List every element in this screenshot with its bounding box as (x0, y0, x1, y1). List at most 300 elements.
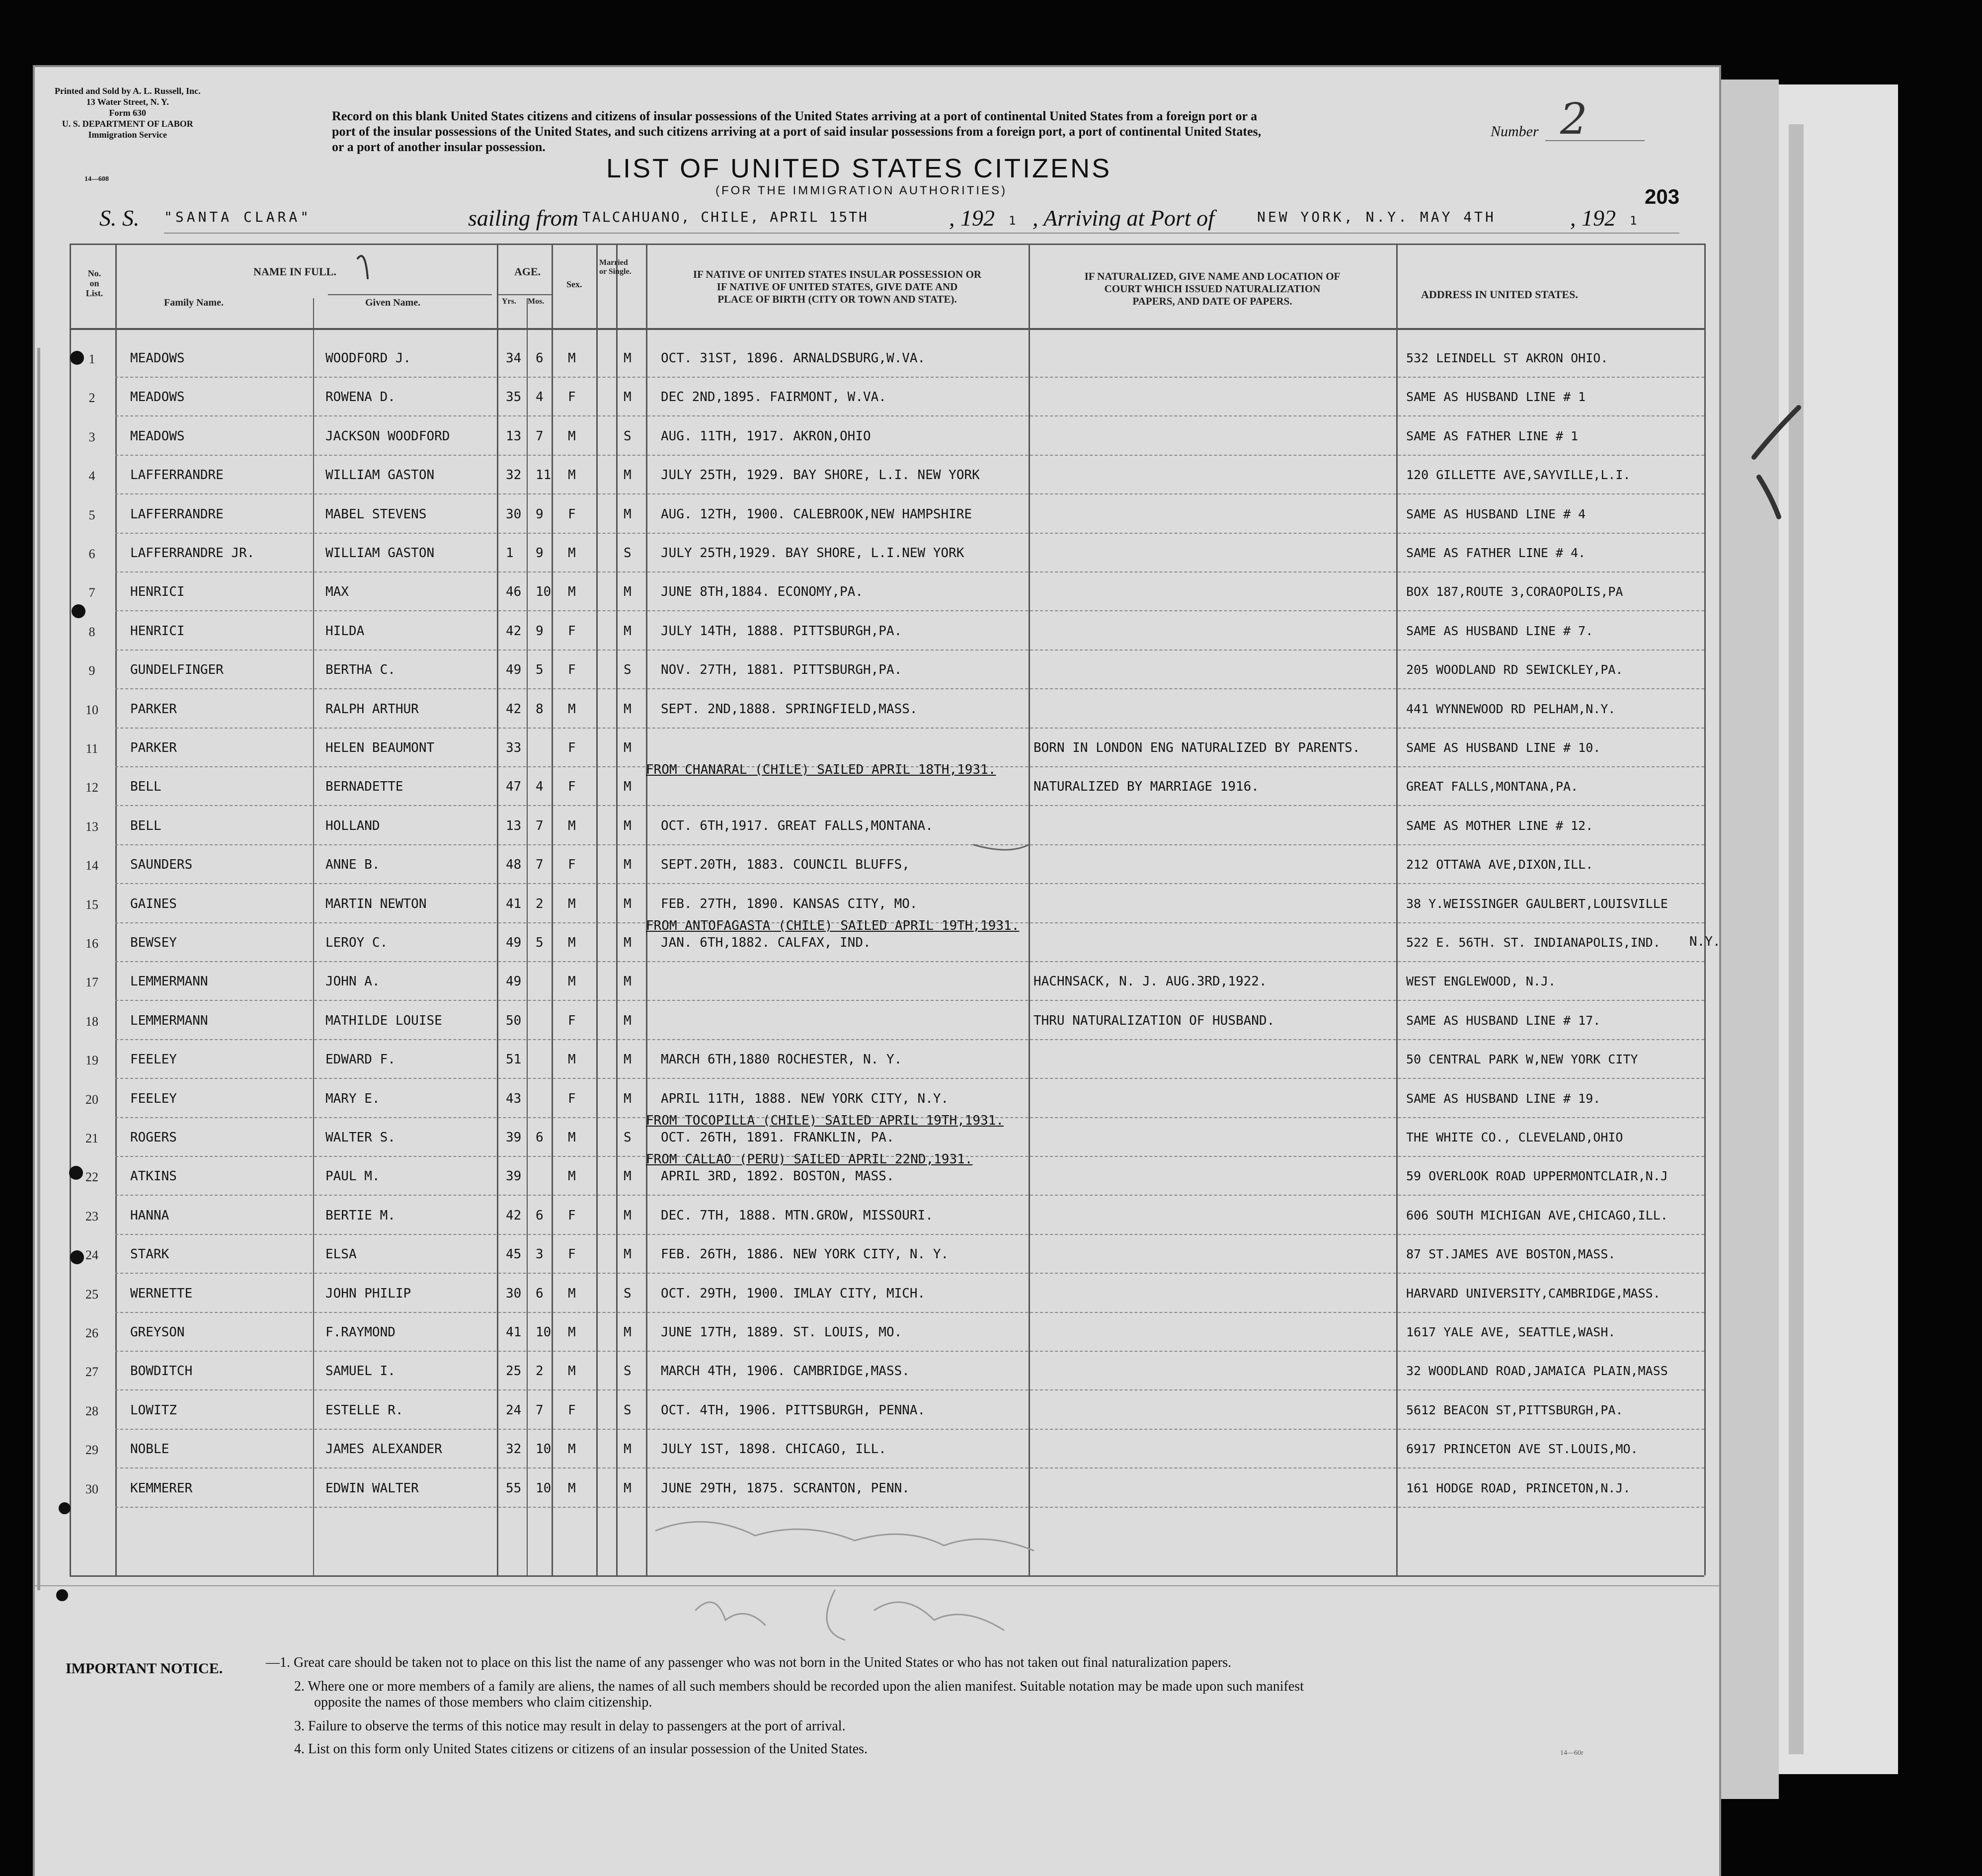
marital-status: S (624, 1364, 632, 1379)
age-months: 6 (536, 1208, 544, 1223)
age-years: 46 (506, 584, 522, 600)
given-name: MARTIN NEWTON (325, 896, 427, 911)
marital-status: M (624, 1247, 632, 1262)
birth-info: JAN. 6TH,1882. CALFAX, IND. (661, 935, 871, 950)
line-number: 9 (88, 663, 95, 678)
family-name: FEELEY (130, 1091, 177, 1106)
address: SAME AS HUSBAND LINE # 1 (1406, 390, 1586, 405)
marital-status: S (624, 662, 632, 678)
age-years: 30 (506, 506, 522, 522)
family-name: LEMMERMANN (130, 1013, 208, 1028)
line-number: 21 (85, 1131, 98, 1145)
family-name: ATKINS (130, 1169, 177, 1184)
marital-status: M (624, 740, 632, 755)
line-number: 10 (85, 702, 98, 717)
line-number: 14 (85, 858, 98, 873)
header-birth-line-3: PLACE OF BIRTH (CITY OR TOWN AND STATE). (717, 293, 957, 305)
age-years: 51 (506, 1052, 522, 1067)
header-no-line: No. (87, 268, 101, 278)
header-married-line: Married (599, 258, 628, 267)
line-number: 19 (85, 1053, 98, 1068)
birth-info: APRIL 3RD, 1892. BOSTON, MASS. (661, 1169, 894, 1184)
departure-port: TALCAHUANO, CHILE, APRIL 15TH (582, 209, 869, 225)
naturalization-info: NATURALIZED BY MARRIAGE 1916. (1033, 779, 1259, 795)
sex: M (568, 935, 576, 950)
instruction-line-3: or a port of another insular possession. (332, 140, 546, 154)
given-name: WILLIAM GASTON (325, 546, 435, 561)
family-name: HANNA (130, 1208, 169, 1223)
family-name: GREYSON (130, 1325, 185, 1340)
arrival-port: NEW YORK, N.Y. MAY 4TH (1257, 209, 1496, 225)
departure-interline: FROM TOCOPILLA (CHILE) SAILED APRIL 19TH,1931. (646, 1113, 1004, 1128)
initials-scribble (696, 1590, 1004, 1640)
sex: F (568, 662, 576, 678)
header-list-line: List. (85, 288, 103, 298)
family-name: MEADOWS (130, 428, 185, 444)
birth-info: JUNE 8TH,1884. ECONOMY,PA. (661, 584, 863, 600)
given-name: MATHILDE LOUISE (325, 1013, 442, 1028)
list-number: 2 (1560, 94, 1587, 144)
age-months: 6 (536, 351, 544, 366)
marital-status: M (624, 1208, 632, 1223)
header-on-line: on (89, 278, 99, 288)
line-number: 28 (85, 1403, 98, 1418)
line-number: 27 (85, 1365, 98, 1380)
family-name: STARK (130, 1247, 169, 1262)
line-number: 16 (85, 936, 98, 951)
address: 161 HODGE ROAD, PRINCETON,N.J. (1406, 1480, 1631, 1495)
header-checkmark (358, 256, 368, 278)
given-name: ELSA (325, 1247, 357, 1262)
line-number: 6 (88, 547, 95, 561)
instruction-line-2: port of the insular possessions of the United States, and such citizens arriving at a port of said insular possessions from a foreign port, a port of continental United States, (332, 124, 1262, 139)
age-months: 7 (536, 1402, 544, 1418)
birth-info: JULY 25TH, 1929. BAY SHORE, L.I. NEW YORK (661, 468, 980, 483)
marital-status: M (624, 506, 632, 522)
birth-info: SEPT.20TH, 1883. COUNCIL BLUFFS, (661, 857, 910, 873)
age-months: 4 (536, 390, 544, 405)
age-years: 32 (506, 1442, 522, 1457)
birth-info: OCT. 31ST, 1896. ARNALDSBURG,W.VA. (661, 351, 926, 366)
address: BOX 187,ROUTE 3,CORAOPOLIS,PA (1406, 584, 1623, 599)
sex: M (568, 546, 576, 561)
sex: M (568, 818, 576, 833)
age-years: 33 (506, 740, 522, 755)
header-nat-line-3: PAPERS, AND DATE OF PAPERS. (1132, 295, 1292, 307)
given-name: MAX (325, 584, 349, 600)
age-years: 49 (506, 974, 522, 989)
marital-status: S (624, 546, 632, 561)
line-number: 8 (88, 624, 95, 639)
age-years: 42 (506, 701, 522, 717)
age-months: 11 (536, 468, 552, 483)
age-months: 4 (536, 779, 544, 795)
address: SAME AS HUSBAND LINE # 10. (1406, 740, 1601, 755)
birth-info: AUG. 12TH, 1900. CALEBROOK,NEW HAMPSHIRE (661, 506, 972, 522)
line-number: 20 (85, 1092, 98, 1107)
line-number: 11 (85, 741, 98, 756)
family-name: GUNDELFINGER (130, 662, 224, 678)
age-years: 24 (506, 1402, 522, 1418)
given-name: JOHN PHILIP (325, 1286, 411, 1301)
header-given-name: Given Name. (365, 297, 421, 308)
line-number: 18 (85, 1014, 98, 1029)
hole-punch-1 (70, 351, 84, 365)
address: 38 Y.WEISSINGER GAULBERT,LOUISVILLE (1406, 896, 1668, 911)
age-months: 5 (536, 662, 544, 678)
notice-divider (35, 1585, 1719, 1586)
year-label-2: , 192 (1570, 205, 1616, 231)
age-months: 9 (536, 546, 544, 561)
family-name: NOBLE (130, 1442, 169, 1457)
naturalization-info: BORN IN LONDON ENG NATURALIZED BY PARENTS. (1033, 740, 1360, 755)
given-name: HILDA (325, 623, 365, 639)
line-number: 26 (85, 1326, 98, 1340)
address: 5612 BEACON ST,PITTSBURGH,PA. (1406, 1402, 1623, 1417)
sex: F (568, 857, 576, 873)
line-number: 1 (88, 352, 95, 366)
given-name: JOHN A. (325, 974, 380, 989)
given-name: ROWENA D. (325, 390, 396, 405)
marital-status: S (624, 1286, 632, 1301)
birth-info: OCT. 4TH, 1906. PITTSBURGH, PENNA. (661, 1402, 926, 1418)
address: SAME AS FATHER LINE # 1 (1406, 428, 1579, 443)
sex: M (568, 351, 576, 366)
family-name: MEADOWS (130, 351, 185, 366)
line-number: 7 (88, 585, 95, 600)
service: Immigration Service (88, 130, 167, 140)
age-years: 43 (506, 1091, 522, 1106)
age-years: 50 (506, 1013, 522, 1028)
address: 522 E. 56TH. ST. INDIANAPOLIS,IND. (1406, 935, 1661, 950)
age-years: 32 (506, 468, 522, 483)
birth-info: OCT. 26TH, 1891. FRANKLIN, PA. (661, 1130, 894, 1145)
header-birth-line-1: IF NATIVE OF UNITED STATES INSULAR POSSESSION OR (693, 268, 982, 280)
address: SAME AS HUSBAND LINE # 4 (1406, 506, 1586, 521)
sex: M (568, 428, 576, 444)
line-number: 12 (85, 780, 98, 795)
age-months: 6 (536, 1130, 544, 1145)
birth-info: NOV. 27TH, 1881. PITTSBURGH,PA. (661, 662, 902, 678)
address: 50 CENTRAL PARK W,NEW YORK CITY (1406, 1052, 1638, 1067)
line-number: 13 (85, 819, 98, 834)
notice-form-code: 14—60r (1560, 1749, 1584, 1757)
sex: F (568, 1091, 576, 1106)
given-name: ANNE B. (325, 857, 380, 873)
hole-punch-6 (56, 1589, 68, 1601)
sex: M (568, 1286, 576, 1301)
notice-item-1: —1. Great care should be taken not to place on this list the name of any passenger who was not born in the United States or who has not taken out final naturalization papers. (266, 1655, 1232, 1670)
family-name: BOWDITCH (130, 1364, 193, 1379)
address: 441 WYNNEWOOD RD PELHAM,N.Y. (1406, 701, 1616, 716)
marital-status: M (624, 623, 632, 639)
marital-status: M (624, 935, 632, 950)
address: 1617 YALE AVE, SEATTLE,WASH. (1406, 1325, 1616, 1339)
address: GREAT FALLS,MONTANA,PA. (1406, 779, 1579, 794)
age-years: 49 (506, 662, 522, 678)
notice-item-2-cont: opposite the names of those members who claim citizenship. (314, 1695, 652, 1710)
given-name: ESTELLE R. (325, 1402, 403, 1418)
notice-item-2: 2. Where one or more members of a family are aliens, the names of all such members should be recorded upon the alien manifest. Suitable notation may be made upon such manifest (294, 1679, 1304, 1694)
marital-status: M (624, 1480, 632, 1496)
address: SAME AS FATHER LINE # 4. (1406, 546, 1586, 560)
address: WEST ENGLEWOOD, N.J. (1406, 974, 1556, 989)
sex: F (568, 1208, 576, 1223)
address: 212 OTTAWA AVE,DIXON,ILL. (1406, 857, 1593, 872)
family-name: LAFFERRANDRE (130, 468, 224, 483)
birth-info: MARCH 6TH,1880 ROCHESTER, N. Y. (661, 1052, 902, 1067)
age-years: 47 (506, 779, 522, 795)
naturalization-info: HACHNSACK, N. J. AUG.3RD,1922. (1033, 974, 1267, 989)
ship-name: "SANTA CLARA" (164, 209, 312, 225)
year-typed-2: 1 (1630, 214, 1637, 228)
marital-status: M (624, 390, 632, 405)
printer-line-2: 13 Water Street, N. Y. (86, 97, 169, 107)
marital-status: M (624, 468, 632, 483)
header-family-name: Family Name. (164, 297, 224, 308)
given-name: WILLIAM GASTON (325, 468, 435, 483)
given-name: PAUL M. (325, 1169, 380, 1184)
department: U. S. DEPARTMENT OF LABOR (62, 119, 193, 129)
sex: M (568, 1169, 576, 1184)
family-name: BELL (130, 779, 161, 795)
sex: F (568, 1013, 576, 1028)
departure-interline: FROM CALLAO (PERU) SAILED APRIL 22ND,1931. (646, 1152, 973, 1167)
given-name: BERTIE M. (325, 1208, 396, 1223)
marital-status: M (624, 1442, 632, 1457)
given-name: SAMUEL I. (325, 1364, 396, 1379)
sex: M (568, 1052, 576, 1067)
marital-status: S (624, 428, 632, 444)
form-number: Form 630 (109, 108, 147, 118)
marital-status: M (624, 779, 632, 795)
birth-info: FEB. 26TH, 1886. NEW YORK CITY, N. Y. (661, 1247, 949, 1262)
address: 87 ST.JAMES AVE BOSTON,MASS. (1406, 1247, 1616, 1262)
birth-info: APRIL 11TH, 1888. NEW YORK CITY, N.Y. (661, 1091, 949, 1106)
line-number: 2 (88, 391, 95, 406)
address: SAME AS MOTHER LINE # 12. (1406, 818, 1593, 833)
given-name: LEROY C. (325, 935, 388, 950)
family-name: HENRICI (130, 584, 185, 600)
age-years: 13 (506, 818, 522, 833)
line-number: 17 (85, 975, 98, 990)
age-months: 10 (536, 1325, 552, 1340)
sailing-label: sailing from (468, 205, 578, 231)
sex: M (568, 1480, 576, 1496)
header-sex: Sex. (566, 279, 582, 289)
hole-punch-3 (69, 1166, 83, 1180)
hole-punch-2 (72, 604, 85, 618)
number-label: Number (1491, 123, 1539, 140)
age-years: 30 (506, 1286, 522, 1301)
marital-status: M (624, 1013, 632, 1028)
birth-info: DEC. 7TH, 1888. MTN.GROW, MISSOURI. (661, 1208, 933, 1223)
header-mos: Mos. (528, 297, 545, 306)
year-typed-1: 1 (1009, 214, 1016, 228)
line-number: 30 (85, 1481, 98, 1496)
given-name: F.RAYMOND (325, 1325, 396, 1340)
marital-status: M (624, 896, 632, 911)
marital-status: M (624, 701, 632, 717)
arriving-label: , Arriving at Port of (1032, 205, 1214, 231)
sex: M (568, 1325, 576, 1340)
marital-status: M (624, 1052, 632, 1067)
age-years: 39 (506, 1169, 522, 1184)
line-number: 3 (88, 429, 95, 444)
marital-status: M (624, 351, 632, 366)
marital-status: M (624, 818, 632, 833)
family-name: LAFFERRANDRE (130, 506, 224, 522)
birth-info: DEC 2ND,1895. FAIRMONT, W.VA. (661, 390, 886, 405)
sex: M (568, 584, 576, 600)
birth-info: FEB. 27TH, 1890. KANSAS CITY, MO. (661, 896, 918, 911)
birth-info: OCT. 29TH, 1900. IMLAY CITY, MICH. (661, 1286, 926, 1301)
given-name: MARY E. (325, 1091, 380, 1106)
family-name: ROGERS (130, 1130, 177, 1145)
family-name: WERNETTE (130, 1286, 193, 1301)
given-name: JACKSON WOODFORD (325, 428, 450, 444)
birth-info: JULY 14TH, 1888. PITTSBURGH,PA. (661, 623, 902, 639)
given-name: BERNADETTE (325, 779, 403, 795)
sex: F (568, 740, 576, 755)
annotation-mark (974, 845, 1029, 850)
sex: M (568, 701, 576, 717)
page-stamp: 203 (1645, 185, 1680, 208)
age-months: 9 (536, 623, 544, 639)
age-months: 7 (536, 857, 544, 873)
notice-item-3: 3. Failure to observe the terms of this notice may result in delay to passengers at the port of arrival. (294, 1718, 846, 1734)
marital-status: S (624, 1402, 632, 1418)
age-months: 7 (536, 818, 544, 833)
age-months: 2 (536, 1364, 544, 1379)
given-name: EDWIN WALTER (325, 1480, 419, 1496)
birth-info: MARCH 4TH, 1906. CAMBRIDGE,MASS. (661, 1364, 910, 1379)
age-years: 55 (506, 1480, 522, 1496)
family-name: MEADOWS (130, 390, 185, 405)
age-months: 8 (536, 701, 544, 717)
address: 32 WOODLAND ROAD,JAMAICA PLAIN,MASS (1406, 1364, 1668, 1379)
printer-line-1: Printed and Sold by A. L. Russell, Inc. (55, 86, 201, 96)
header-yrs: Yrs. (502, 297, 516, 306)
family-name: LAFFERRANDRE JR. (130, 546, 255, 561)
header-nat-line-1: IF NATURALIZED, GIVE NAME AND LOCATION OF (1084, 270, 1341, 282)
marital-status: M (624, 1169, 632, 1184)
given-name: WALTER S. (325, 1130, 396, 1145)
family-name: FEELEY (130, 1052, 177, 1067)
marital-status: M (624, 857, 632, 873)
naturalization-info: THRU NATURALIZATION OF HUSBAND. (1033, 1013, 1275, 1028)
line-number: 25 (85, 1287, 98, 1302)
age-months: 10 (536, 1480, 552, 1496)
departure-interline: FROM CHANARAL (CHILE) SAILED APRIL 18TH,1931. (646, 762, 996, 777)
age-months: 2 (536, 896, 544, 911)
family-name: BEWSEY (130, 935, 177, 950)
age-years: 1 (506, 546, 514, 561)
family-name: GAINES (130, 896, 177, 911)
margin-mark (1754, 408, 1799, 517)
given-name: JAMES ALEXANDER (325, 1442, 442, 1457)
given-name: MABEL STEVENS (325, 506, 427, 522)
age-months: 10 (536, 1442, 552, 1457)
header-single-line: or Single. (599, 267, 632, 276)
line-number: 4 (88, 469, 95, 484)
given-name: HELEN BEAUMONT (325, 740, 435, 755)
sex: M (568, 896, 576, 911)
given-name: BERTHA C. (325, 662, 396, 678)
family-name: KEMMERER (130, 1480, 193, 1496)
form-code: 14—608 (84, 175, 109, 183)
age-years: 48 (506, 857, 522, 873)
family-name: PARKER (130, 740, 177, 755)
family-name: PARKER (130, 701, 177, 717)
address: 120 GILLETTE AVE,SAYVILLE,L.I. (1406, 468, 1631, 483)
notice-heading: IMPORTANT NOTICE. (66, 1660, 223, 1677)
birth-info: SEPT. 2ND,1888. SPRINGFIELD,MASS. (661, 701, 918, 717)
sex: M (568, 1130, 576, 1145)
marital-status: M (624, 1325, 632, 1340)
age-years: 42 (506, 623, 522, 639)
age-months: 5 (536, 935, 544, 950)
family-name: HENRICI (130, 623, 185, 639)
family-name: SAUNDERS (130, 857, 193, 873)
marital-status: S (624, 1130, 632, 1145)
given-name: EDWARD F. (325, 1052, 396, 1067)
header-age: AGE. (514, 265, 541, 278)
age-years: 41 (506, 896, 522, 911)
header-nat-line-2: COURT WHICH ISSUED NATURALIZATION (1104, 283, 1321, 295)
header-address: ADDRESS IN UNITED STATES. (1421, 288, 1578, 301)
family-name: BELL (130, 818, 161, 833)
age-months: 6 (536, 1286, 544, 1301)
age-years: 13 (506, 428, 522, 444)
address: 606 SOUTH MICHIGAN AVE,CHICAGO,ILL. (1406, 1208, 1668, 1223)
birth-info: JULY 1ST, 1898. CHICAGO, ILL. (661, 1442, 886, 1457)
sex: F (568, 1402, 576, 1418)
page-title: LIST OF UNITED STATES CITIZENS (606, 154, 1112, 183)
marital-status: M (624, 1091, 632, 1106)
header-name-in-full: NAME IN FULL. (253, 265, 336, 278)
line-number: 22 (85, 1170, 98, 1185)
address: 59 OVERLOOK ROAD UPPERMONTCLAIR,N.J (1406, 1169, 1668, 1184)
line-number: 23 (85, 1209, 98, 1223)
age-months: 3 (536, 1247, 544, 1262)
age-years: 45 (506, 1247, 522, 1262)
hole-punch-5 (59, 1502, 71, 1514)
ss-label: S. S. (99, 205, 140, 231)
line-number: 15 (85, 897, 98, 912)
sex: F (568, 390, 576, 405)
age-years: 49 (506, 935, 522, 950)
line-number: 5 (88, 507, 95, 522)
address: HARVARD UNIVERSITY,CAMBRIDGE,MASS. (1406, 1286, 1661, 1301)
age-years: 25 (506, 1364, 522, 1379)
sex: M (568, 1442, 576, 1457)
birth-info: JULY 25TH,1929. BAY SHORE, L.I.NEW YORK (661, 546, 964, 561)
address: THE WHITE CO., CLEVELAND,OHIO (1406, 1130, 1623, 1144)
sex: M (568, 1364, 576, 1379)
address: 532 LEINDELL ST AKRON OHIO. (1406, 351, 1608, 365)
instruction-line-1: Record on this blank United States citizens and citizens of insular possessions of the United States arriving at a port of continental United States from a foreign port or a (332, 109, 1258, 123)
line-number: 29 (85, 1443, 98, 1458)
sex: F (568, 1247, 576, 1262)
address-overflow: N.Y. (1689, 934, 1721, 949)
sex: F (568, 623, 576, 639)
age-years: 41 (506, 1325, 522, 1340)
year-label-1: , 192 (949, 205, 995, 231)
marital-status: M (624, 584, 632, 600)
age-months: 9 (536, 506, 544, 522)
family-name: LEMMERMANN (130, 974, 208, 989)
